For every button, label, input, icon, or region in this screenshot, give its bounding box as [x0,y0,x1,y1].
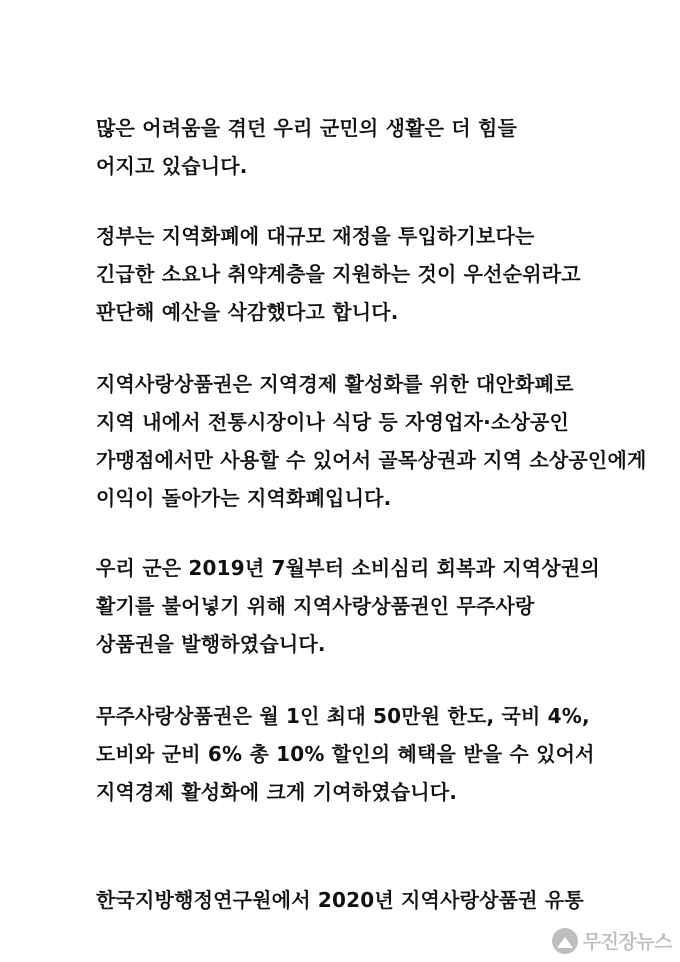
text-line: 가맹점에서만 사용할 수 있어서 골목상권과 지역 소상공인에게 [96,448,647,472]
paragraph-voucher-benefits [96,697,596,811]
text-line: 지역경제 활성화에 크게 기여하였습니다. [96,780,458,804]
text-line: 이익이 돌아가는 지역화폐입니다. [96,486,392,510]
text-line: 지역사랑상품권은 지역경제 활성화를 위한 대안화폐로 [96,372,574,396]
text-line: 우리 군은 2019년 7월부터 소비심리 회복과 지역상권의 [96,556,600,580]
mountain-logo-icon [552,928,578,954]
text-line: 상품권을 발행하였습니다. [96,632,326,656]
news-watermark [552,927,672,954]
text-line: 활기를 불어넣기 위해 지역사랑상품권인 무주사랑 [96,594,535,618]
text-line: 긴급한 소요나 취약계층을 지원하는 것이 우선순위라고 [96,262,581,286]
paragraph-living-hardship [96,109,596,185]
text-line: 많은 어려움을 겪던 우리 군민의 생활은 더 힘들 [96,116,518,140]
paragraph-research-institute [96,881,596,919]
text-line: 지역 내에서 전통시장이나 식당 등 자영업자·소상공인 [96,410,570,434]
text-line: 정부는 지역화폐에 대규모 재정을 투입하기보다는 [96,224,535,248]
watermark-text: 무진장뉴스 [582,931,672,953]
paragraph-voucher-issuance [96,549,600,663]
text-line: 무주사랑상품권은 월 1인 최대 50만원 한도, 국비 4%, [96,704,590,728]
paragraph-voucher-definition [96,365,647,517]
text-line: 판단해 예산을 삭감했다고 합니다. [96,300,399,324]
text-line: 도비와 군비 6% 총 10% 할인의 혜택을 받을 수 있어서 [96,742,595,766]
paragraph-budget-cut [96,217,596,331]
text-line: 어지고 있습니다. [96,154,248,178]
text-line: 한국지방행정연구원에서 2020년 지역사랑상품권 유통 [96,888,584,912]
